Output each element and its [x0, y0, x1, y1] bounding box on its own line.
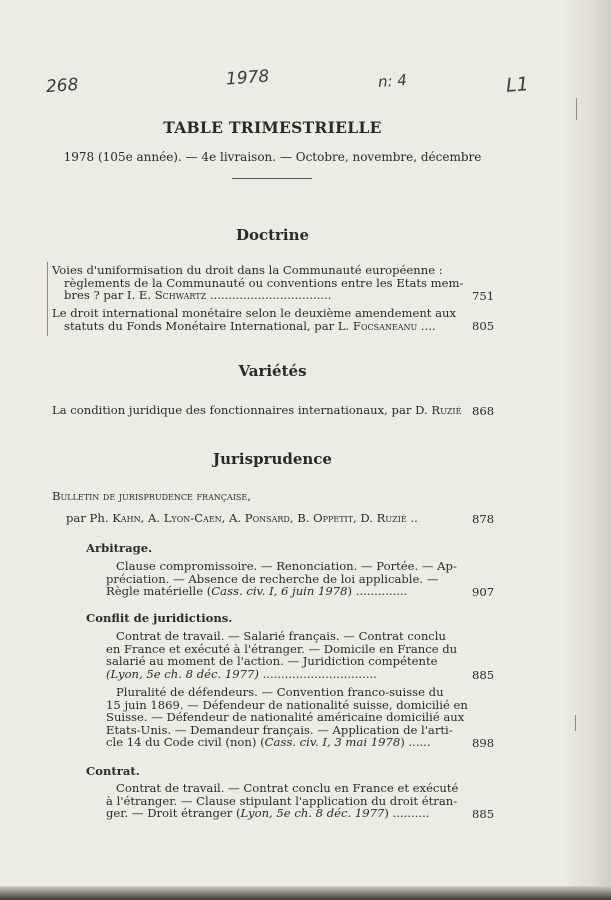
page-number: 878	[472, 512, 495, 526]
entry-text: ger. — Droit étranger (	[106, 806, 241, 821]
leader-dots: ..	[406, 511, 418, 525]
toc-entry	[52, 307, 456, 332]
page-number: 885	[472, 807, 495, 821]
page-number: 751	[472, 289, 495, 303]
page-title: TABLE TRIMESTRIELLE	[163, 118, 382, 137]
page-number: 805	[472, 319, 495, 333]
toc-entry	[106, 686, 468, 749]
entry-line	[106, 736, 468, 749]
entry-author: Ruzié	[431, 403, 462, 417]
entry-line	[52, 404, 461, 417]
leader-dots: ....	[417, 318, 436, 333]
scan-mark	[47, 262, 48, 336]
page-bottom-edge	[0, 886, 611, 900]
entry-line	[66, 512, 418, 525]
entry-text: statuts du Fonds Monétaire International, par L.	[64, 318, 353, 333]
subsection-heading-conflit: Conflit de juridictions.	[86, 611, 233, 625]
scan-mark	[575, 715, 576, 731]
entry-line: Etats-Unis. — Demandeur français. — Application de l'arti-	[106, 722, 453, 737]
section-heading-doctrine: Doctrine	[235, 226, 310, 244]
page-number: 907	[472, 585, 495, 599]
entry-line: Pluralité de défendeurs. — Convention franco-suisse du	[116, 685, 444, 699]
page-number: 868	[472, 404, 495, 418]
entry-line: règlements de la Communauté ou conventions entre les Etats mem-	[64, 275, 464, 290]
handwritten-note-right: L1	[505, 73, 530, 97]
entry-line	[106, 585, 457, 598]
entry-author: Schwartz	[154, 288, 207, 303]
title-divider	[232, 178, 312, 179]
entry-line: Bulletin de jurisprudence française,	[52, 489, 251, 503]
case-citation: Cass. civ. I, 3 mai 1978	[264, 735, 401, 750]
entry-line: préciation. — Absence de recherche de loi applicable. —	[106, 571, 439, 586]
entry-line: Contrat de travail. — Salarié français. — Contrat conclu	[116, 629, 446, 643]
entry-line: en France et exécuté à l'étranger. — Domicile en France du	[106, 641, 458, 656]
case-citation: Lyon, 5e ch. 8 déc. 1977	[240, 806, 385, 821]
case-citation: Cass. civ. I, 6 juin 1978	[211, 584, 348, 599]
leader-dots: ) ..........	[384, 806, 430, 821]
page-number: 898	[472, 736, 495, 750]
entry-line: Le droit international monétaire selon le deuxième amendement aux	[52, 306, 457, 320]
entry-text: par Ph.	[66, 511, 113, 525]
entry-line	[106, 668, 457, 681]
toc-entry	[106, 782, 458, 820]
entry-text: bres ? par I. E.	[64, 288, 155, 303]
toc-entry	[52, 490, 251, 503]
leader-dots: ) ......	[400, 735, 431, 750]
page-subtitle: 1978 (105e année). — 4e livraison. — Octobre, novembre, décembre	[63, 150, 482, 164]
scan-mark	[576, 98, 577, 120]
section-heading-jurisprudence: Jurisprudence	[213, 450, 332, 468]
handwritten-note-year: 1978	[225, 66, 270, 90]
entry-text: La condition juridique des fonctionnaires internationaux, par D.	[52, 403, 432, 417]
subsection-heading-arbitrage: Arbitrage.	[86, 541, 153, 555]
entry-line: salarié au moment de l'action. — Juridiction compétente	[106, 654, 438, 669]
page-shadow	[563, 0, 611, 900]
toc-entry	[106, 560, 457, 598]
entry-author: Kahn, A. Lyon-Caen, A. Ponsard, B. Oppetit, D. Ruzié	[112, 511, 407, 525]
toc-entry	[52, 404, 461, 417]
toc-entry	[52, 264, 463, 302]
entry-line: Contrat de travail. — Contrat conclu en France et exécuté	[116, 781, 459, 795]
page-number: 885	[472, 668, 495, 682]
entry-line: 15 juin 1869. — Défendeur de nationalité suisse, domicilié en	[106, 697, 468, 712]
entry-text: Règle matérielle (	[106, 584, 212, 599]
entry-line	[52, 289, 463, 302]
section-heading-varietes: Variétés	[238, 362, 307, 380]
leader-dots: ) ..............	[347, 584, 408, 599]
entry-line	[52, 320, 456, 333]
toc-entry	[66, 512, 418, 525]
entry-line: à l'étranger. — Clause stipulant l'application du droit étran-	[106, 793, 458, 808]
case-citation: (Lyon, 5e ch. 8 déc. 1977)	[106, 666, 259, 681]
entry-text: cle 14 du Code civil (non) (	[106, 735, 265, 750]
entry-line: Suisse. — Défendeur de nationalité américaine domicilié aux	[106, 710, 465, 725]
entry-author: Focsaneanu	[352, 318, 418, 333]
handwritten-note-left: 268	[45, 74, 80, 98]
entry-line	[106, 807, 458, 820]
leader-dots: ...............................	[258, 666, 377, 681]
subsection-heading-contrat: Contrat.	[86, 764, 140, 778]
toc-entry	[106, 630, 457, 680]
leader-dots: .................................	[206, 288, 332, 303]
entry-line: Voies d'uniformisation du droit dans la Communauté européenne :	[52, 263, 443, 277]
handwritten-note-number: n: 4	[377, 71, 408, 91]
entry-line: Clause compromissoire. — Renonciation. — Portée. — Ap-	[116, 559, 457, 573]
